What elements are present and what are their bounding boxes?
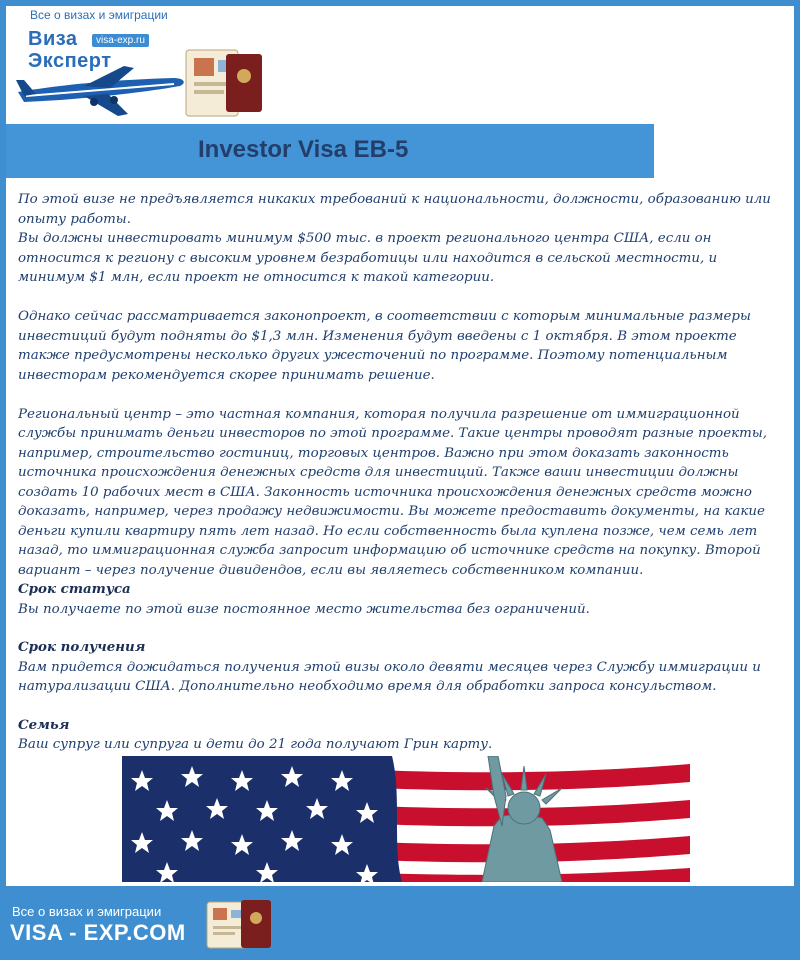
content-panel <box>6 6 794 886</box>
intro-paragraph-1: По этой визе не предъявляется никаких требований к национальности, должности, образованию или опыту работы. <box>18 192 771 227</box>
passport-icon <box>186 50 262 116</box>
header-tagline: Все о визах и эмиграции <box>30 8 168 22</box>
section-heading-status: Срок статуса <box>18 581 131 597</box>
logo-word-visa: Виза <box>28 28 78 50</box>
footer-tagline: Все о визах и эмиграции <box>12 904 162 919</box>
section-text-family: Ваш супруг или супруга и дети до 21 года получают Грин карту. <box>18 737 493 752</box>
section-heading-family: Семья <box>18 716 70 733</box>
domain-badge: visa-exp.ru <box>92 34 149 47</box>
page-title: Investor Visa EB-5 <box>198 136 409 163</box>
usa-flag-liberty-image <box>122 756 690 882</box>
footer-domain: VISA - EXP.COM <box>10 920 186 945</box>
passport-icon <box>205 898 277 950</box>
section-heading-timing: Срок получения <box>18 639 146 655</box>
site-header <box>6 6 794 124</box>
intro-paragraph-4: Региональный центр – это частная компания, которая получила разрешение от иммиграционной службы принимать деньги инвесторов по этой программе. Такие центры проводят разные проекты, например, строительство гостиниц, торговых центров. Важно при этом доказать законность источника происхождения денежных средств для инвестиций. Также ваши инвестиции должны создать 10 рабочих мест в США. Законность источника происхождения денежных средств можно доказать, например, через продажу недвижимости. Вы можете предоставить документы, на какие деньги купили квартиру пять лет назад. Но если собственность была куплена позже, чем семь лет назад, то иммиграционная служба запросит информацию об источнике средств на покупку. Второй вариант – через получение дивидендов, если вы являетесь собственником компании. <box>18 406 767 578</box>
title-bar <box>6 124 654 178</box>
logo-word-expert: Эксперт <box>28 50 112 72</box>
intro-paragraph-3: Однако сейчас рассматривается законопроект, в соответствии с которым минимальные размеры инвестиций будут подняты до $1,3 млн. Изменения будут введены с 1 октября. В этом проекте также предусмотрены несколько других ужесточений по программе. Поэтому потенциальным инвесторам рекомендуется скорее принимать решение. <box>18 309 751 383</box>
section-text-timing: Вам придется дожидаться получения этой визы около девяти месяцев через Службу иммиграции и натурализации США. Дополнительно необходимо время для обработки запроса консульством. <box>18 659 761 694</box>
intro-paragraph-2: Вы должны инвестировать минимум $500 тыс. в проект регионального центра США, если он относится к региону с высоким уровнем безработицы или находится в сельской местности, и минимум $1 млн, если проект не относится к такой категории. <box>18 231 718 285</box>
section-text-status: Вы получаете по этой визе постоянное место жительства без ограничений. <box>18 601 590 617</box>
airplane-icon <box>16 66 184 116</box>
site-footer <box>0 886 800 960</box>
article-body <box>18 190 788 755</box>
